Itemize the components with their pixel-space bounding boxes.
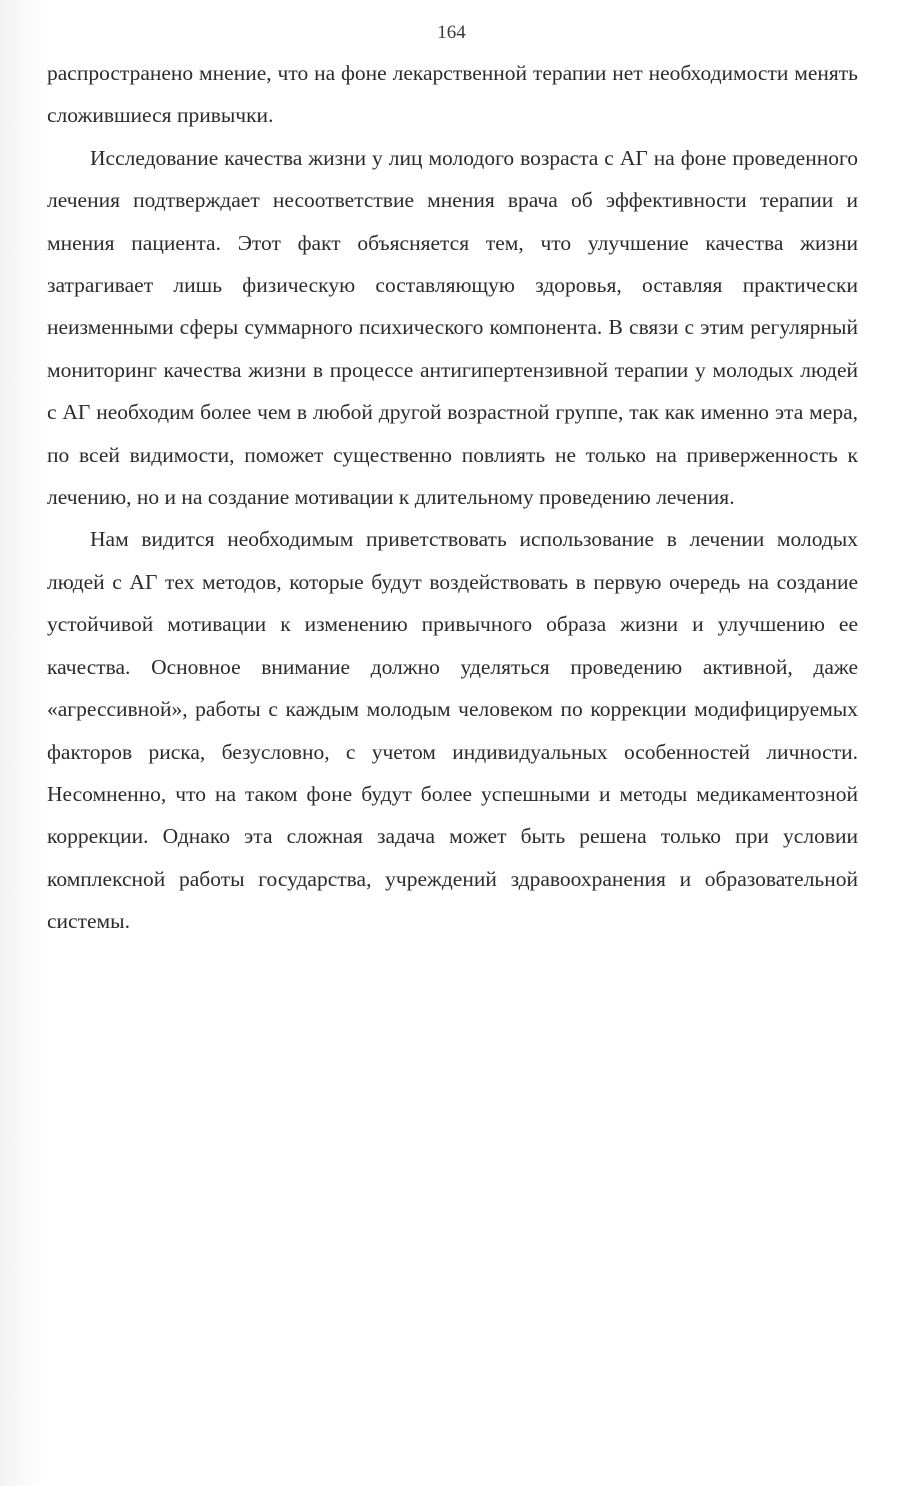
body-text [47, 52, 858, 943]
page-number: 164 [437, 22, 466, 43]
scan-binding-edge [0, 0, 44, 1486]
paragraph-quality-of-life: Исследование качества жизни у лиц молодого возраста с АГ на фоне проведенного лечения подтверждает несоответствие мнения врача об эффективности терапии и мнения пациента. Этот факт объясняется тем, что улучшение качества жизни затрагивает лишь физическую составляющую здоровья, оставляя практически неизменными сферы суммарного психического компонента. В связи с этим регулярный мониторинг качества жизни в процессе антигипертензивной терапии у молодых людей с АГ необходим более чем в любой другой возрастной группе, так как именно эта мера, по всей видимости, поможет существенно повлиять не только на приверженность к лечению, но и на создание мотивации к длительному проведению лечения. [47, 145, 858, 510]
paragraph-continuation: распространено мнение, что на фоне лекарственной терапии нет необходимости менять сложившиеся привычки. [47, 61, 858, 128]
paragraph-recommendations: Нам видится необходимым приветствовать использование в лечении молодых людей с АГ тех методов, которые будут воздействовать в первую очередь на создание устойчивой мотивации к изменению привычного образа жизни и улучшению ее качества. Основное внимание должно уделяться проведению активной, даже «агрессивной», работы с каждым молодым человеком по коррекции модифицируемых факторов риска, безусловно, с учетом индивидуальных особенностей личности. Несомненно, что на таком фоне будут более успешными и методы медикаментозной коррекции. Однако эта сложная задача может быть решена только при условии комплексной работы государства, учреждений здравоохранения и образовательной системы. [47, 527, 858, 934]
